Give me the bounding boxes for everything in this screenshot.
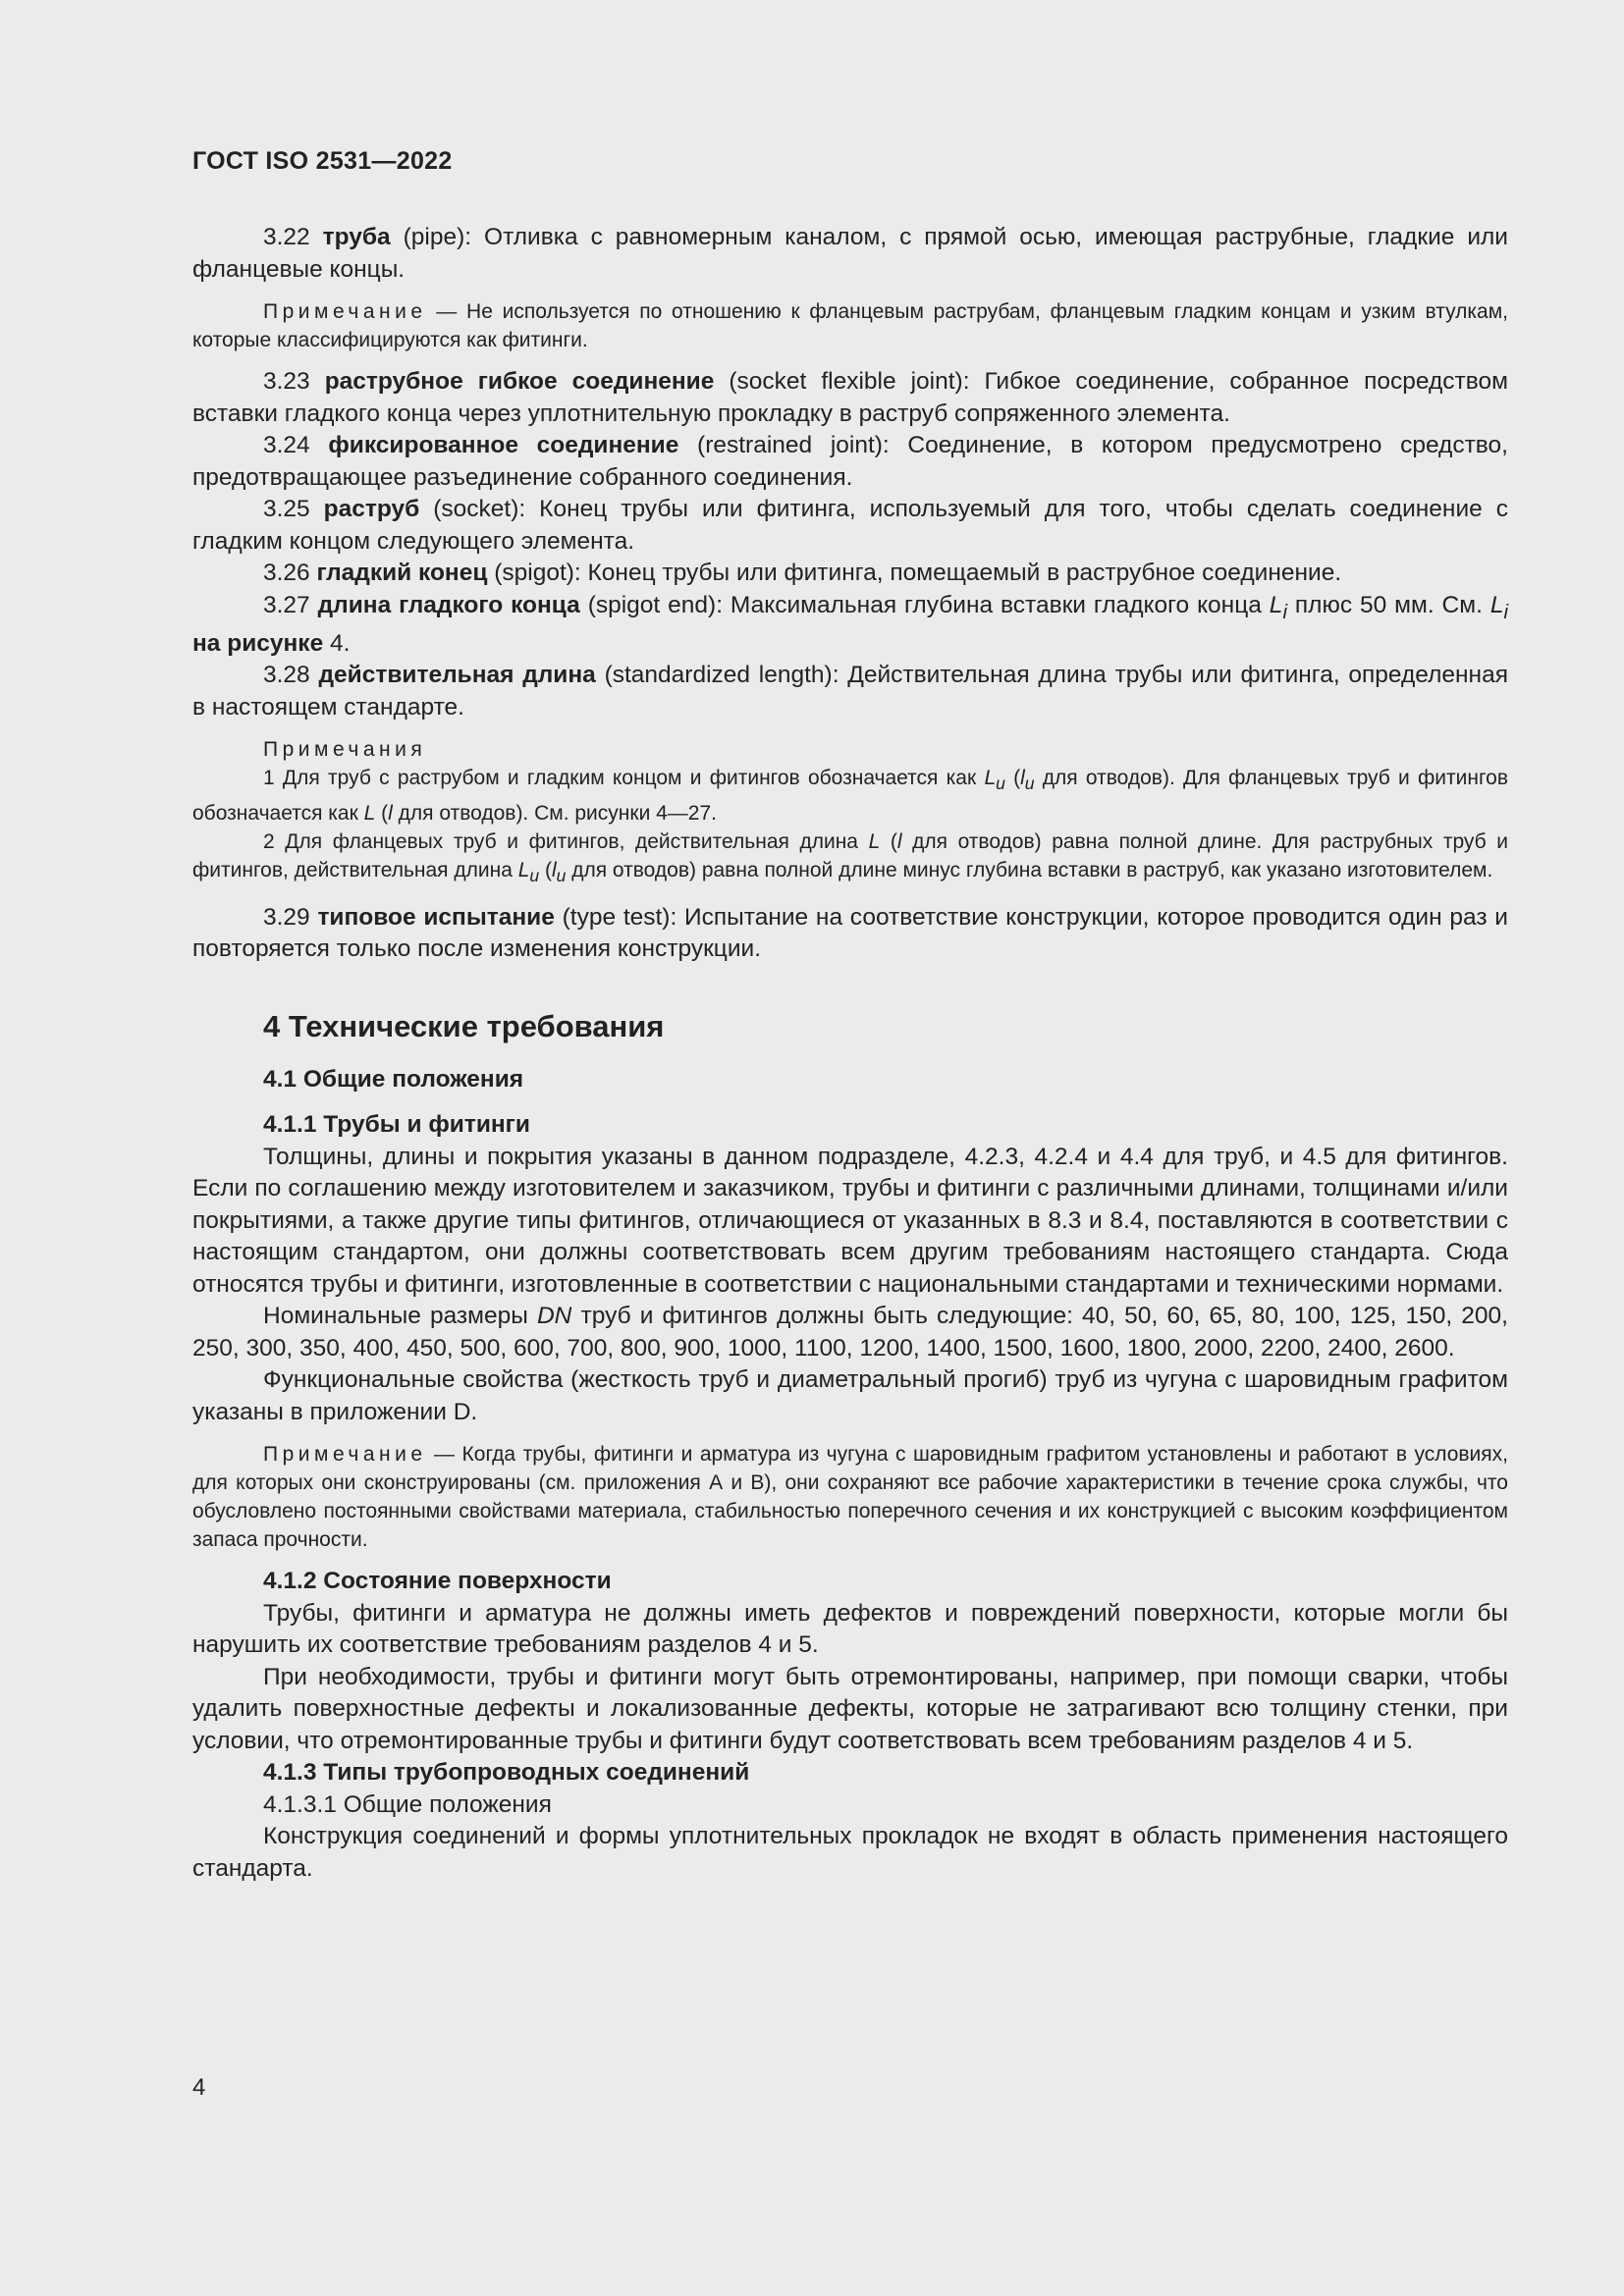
term-3-24: 3.24 фиксированное соединение (restrained joint): Соединение, в котором предусмотрено средство, предотвращающее разъединение собранного соединения. xyxy=(192,432,1508,491)
term-3-28: 3.28 действительная длина (standardized length): Действительная длина трубы или фитинга, определенная в настоящем стандарте. xyxy=(192,662,1508,721)
paragraph-4-1-1-b: Номинальные размеры DN труб и фитингов должны быть следующие: 40, 50, 60, 65, 80, 100, 125, 150, 200, 250, 300, 350, 400, 450, 500, 600, 700, 800, 900, 1000, 1100, 1200, 1400, 1500, 1600, 1800, 2000, 2200, 2400, 2600. xyxy=(192,1303,1508,1362)
term-3-25: 3.25 раструб (socket): Конец трубы или фитинга, используемый для того, чтобы сделать соединение с гладким концом следующего элемента. xyxy=(192,496,1508,555)
note-4-1-1: Примечание — Когда трубы, фитинги и арматура из чугуна с шаровидным графитом установлены и работают в условиях, для которых они сконструированы (см. приложения А и В), они сохраняют все рабочие характеристики в течение срока службы, что обусловлено постоянными свойствами материала, стабильностью поперечного сечения и их конструкцией с высоким коэффициентом запаса прочности. xyxy=(192,1443,1508,1552)
page-number: 4 xyxy=(192,2074,206,2101)
document-header: ГОСТ ISO 2531—2022 xyxy=(192,147,453,175)
section-4-1-1-heading: 4.1.1 Трубы и фитинги xyxy=(263,1111,530,1139)
section-4-1-2-heading: 4.1.2 Состояние поверхности xyxy=(263,1568,612,1595)
term-3-26: 3.26 гладкий конец (spigot): Конец трубы или фитинга, помещаемый в раструбное соединение. xyxy=(263,560,1342,586)
section-4-1-heading: 4.1 Общие положения xyxy=(263,1065,524,1093)
term-3-23: 3.23 раструбное гибкое соединение (socket flexible joint): Гибкое соединение, собранное посредством вставки гладкого конца через уплотнительную прокладку в раструб сопряженного элемента. xyxy=(192,368,1508,427)
paragraph-4-1-1-c: Функциональные свойства (жесткость труб и диаметральный прогиб) труб из чугуна с шаровидным графитом указаны в приложении D. xyxy=(192,1366,1508,1425)
paragraph-4-1-2-b: При необходимости, трубы и фитинги могут быть отремонтированы, например, при помощи сварки, чтобы удалить поверхностные дефекты и локализованные дефекты, которые не затрагивают всю толщину стенки, при условии, что отремонтированные трубы и фитинги будут соответствовать всем требованиям разделов 4 и 5. xyxy=(192,1663,1508,1754)
document-body xyxy=(192,222,1508,1885)
notes-3-28: Примечания 1 Для труб с раструбом и гладким концом и фитингов обозначается как $L_u$ ($l_u$ для отводов). Для фланцевых труб и фитингов обозначается как L (l для отводов). См. рисунки 4—27. 2 Для фланцевых труб и фитингов, действительная длина L (l для отводов) равна полной длине. Для раструбных труб и фитингов, действительная длина $L_u$ ($l_u$ для отводов) равна полной длине минус глубина вставки в раструб, как указано изготовителем. xyxy=(192,738,1509,885)
section-4-1-3-heading: 4.1.3 Типы трубопроводных соединений xyxy=(263,1759,750,1787)
paragraph-4-1-3-1: Конструкция соединений и формы уплотнительных прокладок не входят в область применения настоящего стандарта. xyxy=(192,1823,1508,1882)
paragraph-4-1-1-a: Толщины, длины и покрытия указаны в данном подразделе, 4.2.3, 4.2.4 и 4.4 для труб, и 4.5 для фитингов. Если по соглашению между изготовителем и заказчиком, трубы и фитинги с различными длинами, толщинами и/или покрытиями, а также другие типы фитингов, отличающиеся от указанных в 8.3 и 8.4, поставляются в соответствии с настоящим стандартом, они должны соответствовать всем другим требованиям настоящего стандарта. Сюда относятся трубы и фитинги, изготовленные в соответствии с национальными стандартами и техническими нормами. xyxy=(192,1143,1508,1298)
term-3-27: 3.27 длина гладкого конца (spigot end): Максимальная глубина вставки гладкого конца $L_i$ плюс 50 мм. См. $L_i$ на рисунке 4. xyxy=(192,591,1508,657)
term-3-22: 3.22 труба (pipe): Отливка с равномерным каналом, с прямой осью, имеющая раструбные, гладкие или фланцевые концы. xyxy=(192,224,1508,283)
section-4-1-3-1-heading: 4.1.3.1 Общие положения xyxy=(263,1790,552,1818)
term-3-29: 3.29 типовое испытание (type test): Испытание на соответствие конструкции, которое проводится один раз и повторяется только после изменения конструкции. xyxy=(192,903,1508,963)
note-3-22: Примечание — Не используется по отношению к фланцевым раструбам, фланцевым гладким концам и узким втулкам, которые классифицируются как фитинги. xyxy=(192,300,1508,351)
paragraph-4-1-2-a: Трубы, фитинги и арматура не должны иметь дефектов и повреждений поверхности, которые могли бы нарушить их соответствие требованиям разделов 4 и 5. xyxy=(192,1599,1508,1659)
section-4-heading: 4 Технические требования xyxy=(263,1008,665,1043)
